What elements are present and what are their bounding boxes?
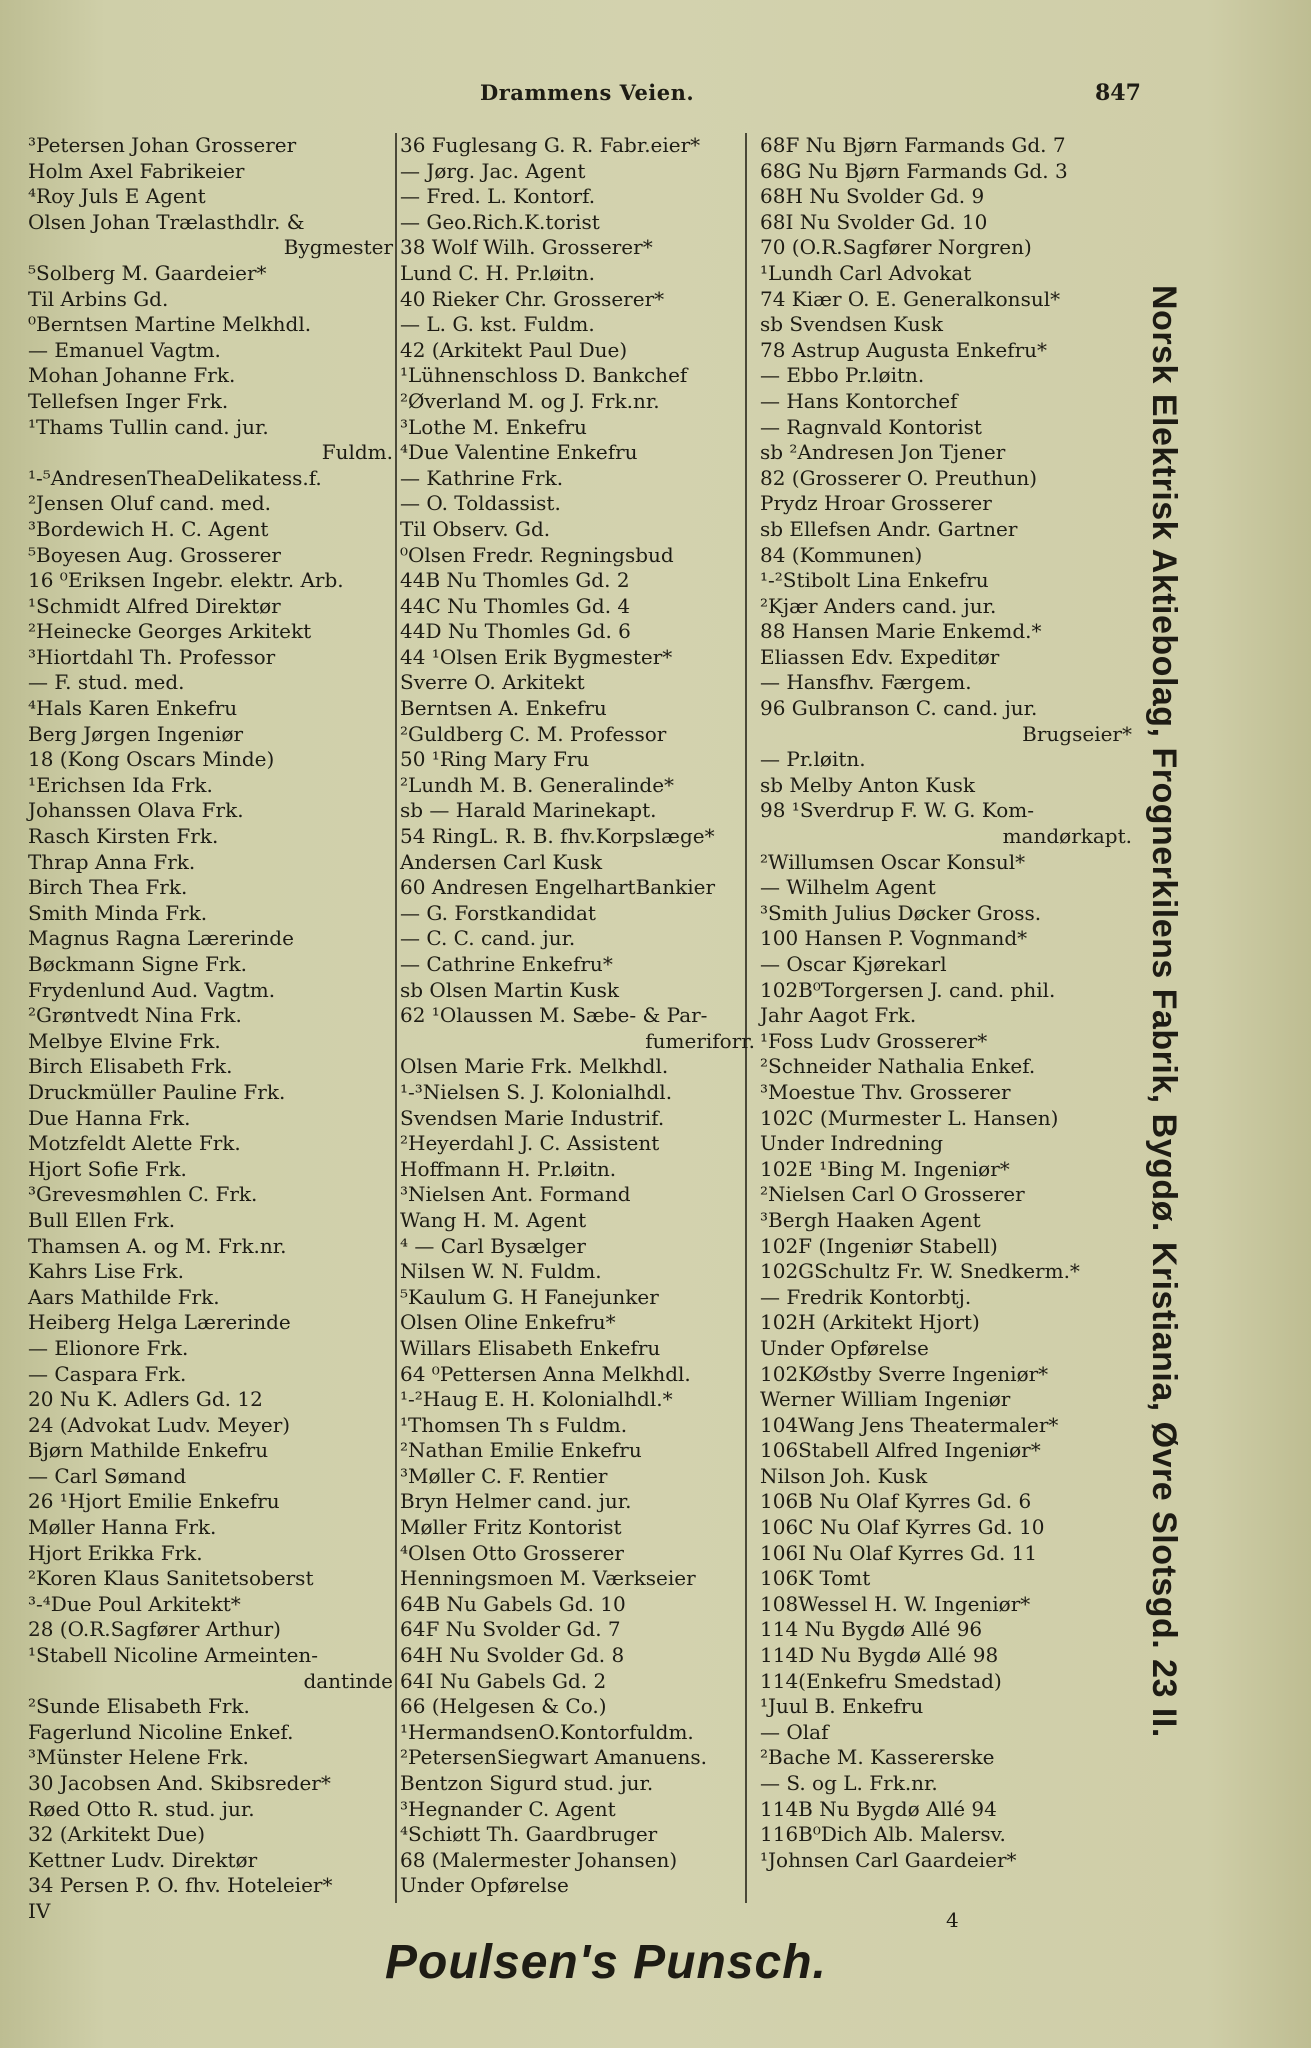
directory-entry: ⁴Schiøtt Th. Gaardbruger — [400, 1822, 658, 1847]
directory-entry: — Ebbo Pr.løitn. — [760, 363, 925, 388]
directory-entry: ²Nielsen Carl O Grosserer — [760, 1182, 1025, 1207]
directory-entry: 116B⁰Dich Alb. Malersv. — [760, 1822, 1006, 1847]
directory-entry: sb ²Andresen Jon Tjener — [760, 440, 1006, 465]
directory-entry: 64F Nu Svolder Gd. 7 — [400, 1617, 621, 1642]
directory-entry: — Wilhelm Agent — [760, 875, 936, 900]
directory-entry: 64I Nu Gabels Gd. 2 — [400, 1668, 607, 1693]
directory-entry: ²Schneider Nathalia Enkef. — [760, 1054, 1036, 1079]
directory-entry: ⁴Olsen Otto Grosserer — [400, 1540, 624, 1565]
directory-entry: 34 Persen P. O. fhv. Hoteleier* — [28, 1873, 333, 1898]
directory-entry: Nilson Joh. Kusk — [760, 1463, 928, 1488]
directory-entry: 104Wang Jens Theatermaler* — [760, 1412, 1059, 1437]
directory-entry: Røed Otto R. stud. jur. — [28, 1796, 255, 1821]
directory-entry: Bentzon Sigurd stud. jur. — [400, 1771, 654, 1795]
directory-entry: Wang H. M. Agent — [400, 1207, 587, 1232]
directory-entry: Heiberg Helga Lærerinde — [28, 1310, 291, 1335]
column-2 — [400, 133, 755, 1899]
directory-entry: ²Koren Klaus Sanitetsoberst — [28, 1566, 314, 1591]
directory-entry: ³Nielsen Ant. Formand — [400, 1182, 631, 1207]
directory-entry: Olsen Marie Frk. Melkhdl. — [400, 1054, 669, 1079]
directory-entry: — Carl Sømand — [28, 1463, 187, 1488]
directory-entry: 82 (Grosserer O. Preuthun) — [760, 465, 1038, 490]
directory-entry: ⁰Berntsen Martine Melkhdl. — [28, 312, 312, 337]
directory-entry: ³Grevesmøhlen C. Frk. — [28, 1182, 258, 1207]
directory-entry: ¹Schmidt Alfred Direktør — [28, 593, 281, 618]
directory-entry: Tellefsen Inger Frk. — [28, 388, 229, 413]
directory-entry: ³Hiortdahl Th. Professor — [28, 644, 276, 669]
directory-entry: Fagerlund Nicoline Enkef. — [28, 1719, 294, 1744]
signature-mark: 4 — [946, 1908, 959, 1932]
directory-entry: sb Svendsen Kusk — [760, 312, 944, 337]
directory-entry: Olsen Johan Trælasthdlr. & — [28, 209, 305, 234]
directory-entry: Aars Mathilde Frk. — [28, 1284, 220, 1309]
directory-entry: — Hans Kontorchef — [760, 388, 958, 413]
directory-entry: 102GSchultz Fr. W. Snedkerm.* — [760, 1259, 1080, 1284]
directory-entry: ³-⁴Due Poul Arkitekt* — [28, 1591, 241, 1616]
directory-entry: Kahrs Lise Frk. — [28, 1259, 184, 1284]
directory-entry: ²Bache M. Kassererske — [760, 1745, 995, 1770]
directory-entry: ²Heyerdahl J. C. Assistent — [400, 1131, 660, 1156]
directory-entry: — Ragnvald Kontorist — [760, 414, 982, 439]
directory-entry: ¹Lundh Carl Advokat — [760, 260, 972, 285]
directory-entry: — O. Toldassist. — [400, 491, 561, 516]
directory-entry: Holm Axel Fabrikeier — [28, 158, 245, 183]
directory-entry: ²Sunde Elisabeth Frk. — [28, 1694, 250, 1719]
directory-entry: Eliassen Edv. Expeditør — [760, 644, 1000, 669]
directory-entry: ³Münster Helene Frk. — [28, 1745, 249, 1770]
directory-entry: ²Lundh M. B. Generalinde* — [400, 772, 675, 797]
footer-advertisement: Poulsen's Punsch. — [385, 1936, 827, 1989]
directory-entry: Bygmester — [283, 235, 393, 260]
directory-entry: Melbye Elvine Frk. — [28, 1028, 221, 1053]
directory-entry: ²Grøntvedt Nina Frk. — [28, 1003, 242, 1028]
directory-entry: — C. C. cand. jur. — [400, 926, 576, 951]
directory-entry: Svendsen Marie Industrif. — [400, 1105, 665, 1130]
directory-entry: — Oscar Kjørekarl — [760, 952, 947, 976]
directory-entry: Lund C. H. Pr.løitn. — [400, 260, 595, 285]
directory-entry: Bryn Helmer cand. jur. — [400, 1489, 632, 1514]
directory-entry: ²PetersenSiegwart Amanuens. — [400, 1745, 707, 1770]
column-1 — [28, 133, 393, 1925]
directory-entry: 74 Kiær O. E. Generalkonsul* — [760, 286, 1061, 311]
directory-entry: ³Bergh Haaken Agent — [760, 1207, 981, 1232]
directory-entry: 70 (O.R.Sagfører Norgren) — [760, 235, 1032, 260]
directory-entry: Werner William Ingeniør — [760, 1387, 1011, 1412]
directory-entry: Jahr Aagot Frk. — [760, 1003, 917, 1028]
column-divider — [395, 133, 397, 1903]
page-title: Drammens Veien. — [480, 80, 695, 105]
directory-entry: 26 ¹Hjort Emilie Enkefru — [28, 1489, 280, 1514]
directory-entry: Bøckmann Signe Frk. — [28, 952, 247, 976]
directory-entry: 98 ¹Sverdrup F. W. G. Kom- — [760, 798, 1035, 823]
directory-entry: ¹Thomsen Th s Fuldm. — [400, 1412, 628, 1437]
directory-entry: 68I Nu Svolder Gd. 10 — [760, 209, 988, 234]
directory-entry: 60 Andresen EngelhartBankier — [400, 875, 715, 900]
directory-entry: Prydz Hroar Grosserer — [760, 491, 992, 516]
directory-entry: ⁴Roy Juls E Agent — [28, 184, 206, 209]
directory-entry: ¹-²Stibolt Lina Enkefru — [760, 568, 989, 593]
directory-entry: 102C (Murmester L. Hansen) — [760, 1105, 1059, 1130]
directory-entry: Birch Thea Frk. — [28, 875, 188, 900]
directory-entry: ²Willumsen Oscar Konsul* — [760, 849, 1026, 874]
directory-entry: 114(Enkefru Smedstad) — [760, 1668, 1002, 1693]
directory-entry: sb Melby Anton Kusk — [760, 772, 975, 797]
directory-entry: Henningsmoen M. Værkseier — [400, 1566, 696, 1591]
directory-entry: ²Heinecke Georges Arkitekt — [28, 619, 312, 644]
directory-entry: 106C Nu Olaf Kyrres Gd. 10 — [760, 1515, 1045, 1540]
directory-entry: — Fred. L. Kontorf. — [400, 184, 596, 209]
directory-entry: 64H Nu Svolder Gd. 8 — [400, 1643, 625, 1668]
directory-entry: 42 (Arkitekt Paul Due) — [400, 337, 628, 362]
directory-entry: 88 Hansen Marie Enkemd.* — [760, 619, 1042, 644]
directory-entry: ³Petersen Johan Grosserer — [28, 133, 297, 157]
directory-entry: Mohan Johanne Frk. — [28, 363, 236, 388]
side-advertisement — [1135, 285, 1195, 1865]
directory-entry: ²Guldberg C. M. Professor — [400, 721, 667, 746]
directory-entry: ⁵Solberg M. Gaardeier* — [28, 260, 267, 285]
directory-entry: ²Kjær Anders cand. jur. — [760, 593, 997, 618]
directory-entry: ²Øverland M. og J. Frk.nr. — [400, 388, 660, 413]
directory-entry: Frydenlund Aud. Vagtm. — [28, 977, 276, 1002]
directory-entry: ³Møller C. F. Rentier — [400, 1463, 608, 1488]
directory-entry: ³Bordewich H. C. Agent — [28, 516, 269, 541]
directory-entry: Hjort Erikka Frk. — [28, 1540, 203, 1565]
directory-entry: 108Wessel H. W. Ingeniør* — [760, 1591, 1031, 1616]
directory-entry: — Caspara Frk. — [28, 1361, 187, 1386]
column-3 — [760, 133, 1132, 1873]
directory-entry: 62 ¹Olaussen M. Sæbe- & Par- — [400, 1003, 708, 1028]
directory-entry: Sverre O. Arkitekt — [400, 670, 585, 695]
directory-entry: 114 Nu Bygdø Allé 96 — [760, 1617, 983, 1642]
directory-entry: Til Observ. Gd. — [400, 516, 551, 541]
directory-entry: 102F (Ingeniør Stabell) — [760, 1233, 998, 1258]
directory-entry: 54 RingL. R. B. fhv.Korpslæge* — [400, 824, 715, 849]
directory-entry: 78 Astrup Augusta Enkefru* — [760, 337, 1048, 362]
directory-entry: Til Arbins Gd. — [28, 286, 169, 311]
directory-entry: Møller Fritz Kontorist — [400, 1515, 622, 1540]
directory-entry: sb Olsen Martin Kusk — [400, 977, 619, 1002]
directory-entry: Olsen Oline Enkefru* — [400, 1310, 616, 1335]
directory-entry: — Olaf — [760, 1719, 829, 1744]
directory-entry: Berg Jørgen Ingeniør — [28, 721, 244, 746]
directory-entry: ³Smith Julius Døcker Gross. — [760, 900, 1042, 925]
directory-entry: fumeriforr. — [645, 1028, 755, 1053]
directory-entry: Kettner Ludv. Direktør — [28, 1847, 258, 1872]
directory-entry: Johanssen Olava Frk. — [28, 798, 244, 823]
directory-entry: Hjort Sofie Frk. — [28, 1156, 187, 1181]
directory-entry: ²Jensen Oluf cand. med. — [28, 491, 272, 516]
directory-entry: 102H (Arkitekt Hjort) — [760, 1310, 980, 1335]
directory-entry: Møller Hanna Frk. — [28, 1515, 217, 1540]
directory-entry: 68G Nu Bjørn Farmands Gd. 3 — [760, 158, 1068, 183]
directory-entry: 106I Nu Olaf Kyrres Gd. 11 — [760, 1540, 1038, 1565]
directory-entry: Nilsen W. N. Fuldm. — [400, 1259, 602, 1284]
directory-entry: 50 ¹Ring Mary Fru — [400, 747, 590, 772]
directory-entry: — S. og L. Frk.nr. — [760, 1771, 938, 1795]
directory-entry: — Pr.løitn. — [760, 747, 866, 772]
directory-entry: 102B⁰Torgersen J. cand. phil. — [760, 977, 1056, 1002]
directory-entry: 68F Nu Bjørn Farmands Gd. 7 — [760, 133, 1066, 157]
directory-entry: Under Opførelse — [760, 1335, 929, 1360]
directory-entry: ³Moestue Thv. Grosserer — [760, 1079, 1011, 1104]
directory-entry: — Cathrine Enkefru* — [400, 952, 613, 976]
directory-entry: — Fredrik Kontorbtj. — [760, 1284, 972, 1309]
directory-entry: dantinde — [303, 1668, 393, 1693]
directory-entry: Berntsen A. Enkefru — [400, 696, 607, 721]
directory-entry: Druckmüller Pauline Frk. — [28, 1079, 286, 1104]
directory-entry: 100 Hansen P. Vognmand* — [760, 926, 1028, 951]
directory-entry: ⁴Hals Karen Enkefru — [28, 696, 238, 721]
directory-entry: Willars Elisabeth Enkefru — [400, 1335, 661, 1360]
directory-entry: ⁴Due Valentine Enkefru — [400, 440, 638, 465]
directory-entry: 44C Nu Thomles Gd. 4 — [400, 593, 631, 618]
directory-entry: sb — Harald Marinekapt. — [400, 798, 657, 823]
directory-entry: ¹-³Nielsen S. J. Kolonialhdl. — [400, 1079, 673, 1104]
directory-entry: 102E ¹Bing M. Ingeniør* — [760, 1156, 1010, 1181]
directory-entry: 32 (Arkitekt Due) — [28, 1822, 206, 1847]
directory-entry: 102KØstby Sverre Ingeniør* — [760, 1361, 1049, 1386]
directory-entry: ¹-⁵AndresenTheaDelikatess.f. — [28, 465, 322, 490]
directory-entry: ⁰Olsen Fredr. Regningsbud — [400, 542, 674, 567]
directory-entry: — F. stud. med. — [28, 670, 185, 695]
directory-entry: ¹Erichsen Ida Frk. — [28, 772, 213, 797]
directory-entry: Due Hanna Frk. — [28, 1105, 191, 1130]
directory-entry: 18 (Kong Oscars Minde) — [28, 747, 275, 772]
directory-entry: 96 Gulbranson C. cand. jur. — [760, 696, 1038, 721]
directory-entry: ³Hegnander C. Agent — [400, 1796, 616, 1821]
directory-entry: 44 ¹Olsen Erik Bygmester* — [400, 644, 673, 669]
directory-entry: 38 Wolf Wilh. Grosserer* — [400, 235, 653, 260]
directory-entry: Smith Minda Frk. — [28, 900, 208, 925]
directory-entry: — Hansfhv. Færgem. — [760, 670, 972, 695]
side-advertisement-text: Norsk Elektrisk Aktiebolag, Frognerkilens Fabrik, Bygdø. Kristiania, Øvre Slotsgd. 23 II. — [1145, 285, 1183, 1738]
directory-entry: ¹-²Haug E. H. Kolonialhdl.* — [400, 1387, 673, 1412]
directory-entry: 64 ⁰Pettersen Anna Melkhdl. — [400, 1361, 691, 1386]
directory-entry: Thrap Anna Frk. — [28, 849, 196, 874]
directory-entry: 106K Tomt — [760, 1566, 871, 1591]
directory-entry: — Kathrine Frk. — [400, 465, 564, 490]
directory-entry: Birch Elisabeth Frk. — [28, 1054, 233, 1079]
directory-entry: Rasch Kirsten Frk. — [28, 824, 219, 849]
directory-entry: 44D Nu Thomles Gd. 6 — [400, 619, 631, 644]
directory-entry: ⁵Kaulum G. H Fanejunker — [400, 1284, 659, 1309]
directory-entry: Bjørn Mathilde Enkefru — [28, 1438, 269, 1463]
directory-entry: 68 (Malermester Johansen) — [400, 1847, 678, 1872]
directory-entry: Under Opførelse — [400, 1873, 569, 1898]
directory-entry: sb Ellefsen Andr. Gartner — [760, 516, 1018, 541]
directory-entry: 84 (Kommunen) — [760, 542, 923, 567]
directory-entry: 66 (Helgesen & Co.) — [400, 1694, 607, 1719]
directory-entry: ³Lothe M. Enkefru — [400, 414, 587, 439]
directory-entry: ¹HermandsenO.Kontorfuldm. — [400, 1719, 694, 1744]
directory-entry: Magnus Ragna Lærerinde — [28, 926, 294, 951]
directory-entry: — Jørg. Jac. Agent — [400, 158, 586, 183]
directory-entry: Andersen Carl Kusk — [400, 849, 603, 874]
directory-entry: 64B Nu Gabels Gd. 10 — [400, 1591, 626, 1616]
directory-entry: Motzfeldt Alette Frk. — [28, 1131, 241, 1156]
directory-entry: 30 Jacobsen And. Skibsreder* — [28, 1771, 331, 1795]
directory-entry: ¹Lühnenschloss D. Bankchef — [400, 363, 688, 388]
directory-entry: Under Indredning — [760, 1131, 944, 1156]
directory-entry: 106B Nu Olaf Kyrres Gd. 6 — [760, 1489, 1032, 1514]
directory-entry: Bull Ellen Frk. — [28, 1207, 176, 1232]
directory-entry: 24 (Advokat Ludv. Meyer) — [28, 1412, 291, 1437]
directory-entry: ¹Juul B. Enkefru — [760, 1694, 924, 1719]
directory-entry: 44B Nu Thomles Gd. 2 — [400, 568, 630, 593]
directory-entry: Thamsen A. og M. Frk.nr. — [28, 1233, 287, 1258]
directory-entry: 114B Nu Bygdø Allé 94 — [760, 1796, 997, 1821]
directory-entry: 68H Nu Svolder Gd. 9 — [760, 184, 985, 209]
directory-entry: ¹Johnsen Carl Gaardeier* — [760, 1847, 1017, 1872]
directory-entry: 40 Rieker Chr. Grosserer* — [400, 286, 665, 311]
directory-entry: — G. Forstkandidat — [400, 900, 596, 925]
directory-entry: Fuldm. — [321, 440, 393, 465]
page-number: 847 — [1095, 80, 1141, 106]
directory-entry: 20 Nu K. Adlers Gd. 12 — [28, 1387, 263, 1412]
directory-entry: Brugseier* — [1022, 721, 1132, 746]
directory-entry: ⁴ — Carl Bysælger — [400, 1233, 586, 1258]
directory-entry: ⁵Boyesen Aug. Grosserer — [28, 542, 281, 567]
directory-entry: — Geo.Rich.K.torist — [400, 209, 600, 234]
directory-entry: 114D Nu Bygdø Allé 98 — [760, 1643, 999, 1668]
directory-entry: — Elionore Frk. — [28, 1335, 189, 1360]
directory-entry: mandørkapt. — [1002, 824, 1132, 849]
directory-entry: IV — [28, 1898, 51, 1923]
directory-entry: ¹Stabell Nicoline Armeinten- — [28, 1643, 319, 1668]
directory-entry: 36 Fuglesang G. R. Fabr.eier* — [400, 133, 701, 157]
directory-entry: — L. G. kst. Fuldm. — [400, 312, 595, 337]
directory-entry: 28 (O.R.Sagfører Arthur) — [28, 1617, 281, 1642]
directory-entry: ²Nathan Emilie Enkefru — [400, 1438, 642, 1463]
directory-entry: 16 ⁰Eriksen Ingebr. elektr. Arb. — [28, 568, 344, 593]
directory-entry: — Emanuel Vagtm. — [28, 337, 221, 362]
directory-entry: 106Stabell Alfred Ingeniør* — [760, 1438, 1041, 1463]
directory-entry: Hoffmann H. Pr.løitn. — [400, 1156, 617, 1181]
directory-entry: ¹Foss Ludv Grosserer* — [760, 1028, 988, 1053]
directory-entry: ¹Thams Tullin cand. jur. — [28, 414, 269, 439]
